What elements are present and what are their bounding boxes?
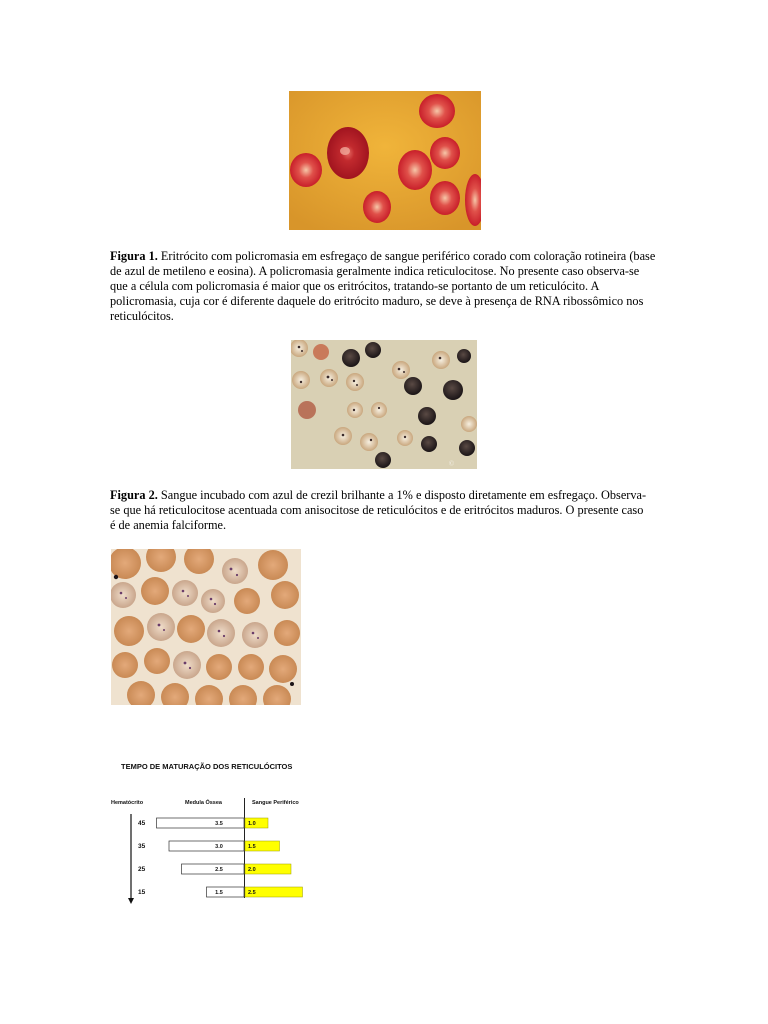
value-medula-45: 3.5 <box>215 821 223 827</box>
figure-1-image <box>289 91 481 230</box>
value-medula-25: 2.5 <box>215 867 223 873</box>
figure-2-label: Figura 2. <box>110 488 158 502</box>
figure-2-text: Sangue incubado com azul de crezil brilhante a 1% e disposto diretamente em esfregaço. Observa-se que há reticulocitose acentuada com anisocitose de reticulócitos e de eritrócitos maduros. O presente caso é de anemia falciforme. <box>110 488 647 532</box>
col-header-sangue: Sangue Periférico <box>252 800 299 806</box>
col-header-hematocrit: Hematócrito <box>111 800 144 806</box>
hematocrit-label-35: 35 <box>138 843 146 850</box>
col-header-medula: Medula Óssea <box>185 800 222 806</box>
figure-3-micrograph <box>111 549 301 705</box>
value-sangue-15: 2.5 <box>248 890 256 896</box>
value-sangue-35: 1.5 <box>248 844 256 850</box>
figure-1-micrograph <box>289 91 481 230</box>
figure-3-image <box>111 549 301 705</box>
figure-1-caption <box>110 249 660 324</box>
hematocrit-label-15: 15 <box>138 889 146 896</box>
bar-medula-25 <box>182 864 245 874</box>
bar-medula-45 <box>157 818 245 828</box>
figure-2-caption <box>110 488 650 533</box>
bar-medula-15 <box>207 887 245 897</box>
hematocrit-label-25: 25 <box>138 866 146 873</box>
figure-2-micrograph <box>291 340 477 469</box>
svg-text:Ⓒ: Ⓒ <box>449 462 455 467</box>
figure-2-image <box>291 340 477 469</box>
figure-1-label: Figura 1. <box>110 249 158 263</box>
bar-medula-35 <box>169 841 244 851</box>
value-sangue-25: 2.0 <box>248 867 256 873</box>
hematocrit-label-45: 45 <box>138 820 146 827</box>
chart-title: TEMPO DE MATURAÇÃO DOS RETICULÓCITOS <box>121 762 293 771</box>
maturation-chart <box>100 752 320 912</box>
hematocrit-arrow-head <box>128 898 134 904</box>
value-medula-35: 3.0 <box>215 844 223 850</box>
figure-1-text: Eritrócito com policromasia em esfregaço de sangue periférico corado com coloração rotineira (base de azul de metileno e eosina). A policromasia geralmente indica reticulocitose. No presente caso observa-se que a célula com policromasia é maior que os eritrócitos, tratando-se portanto de um reticulócito. A policromasia, cuja cor é diferente daquele do eritrócito maduro, se deve à presença de RNA ribossômico nos reticulócitos. <box>110 249 656 323</box>
maturation-chart-svg <box>100 752 320 912</box>
value-medula-15: 1.5 <box>215 890 223 896</box>
value-sangue-45: 1.0 <box>248 821 256 827</box>
